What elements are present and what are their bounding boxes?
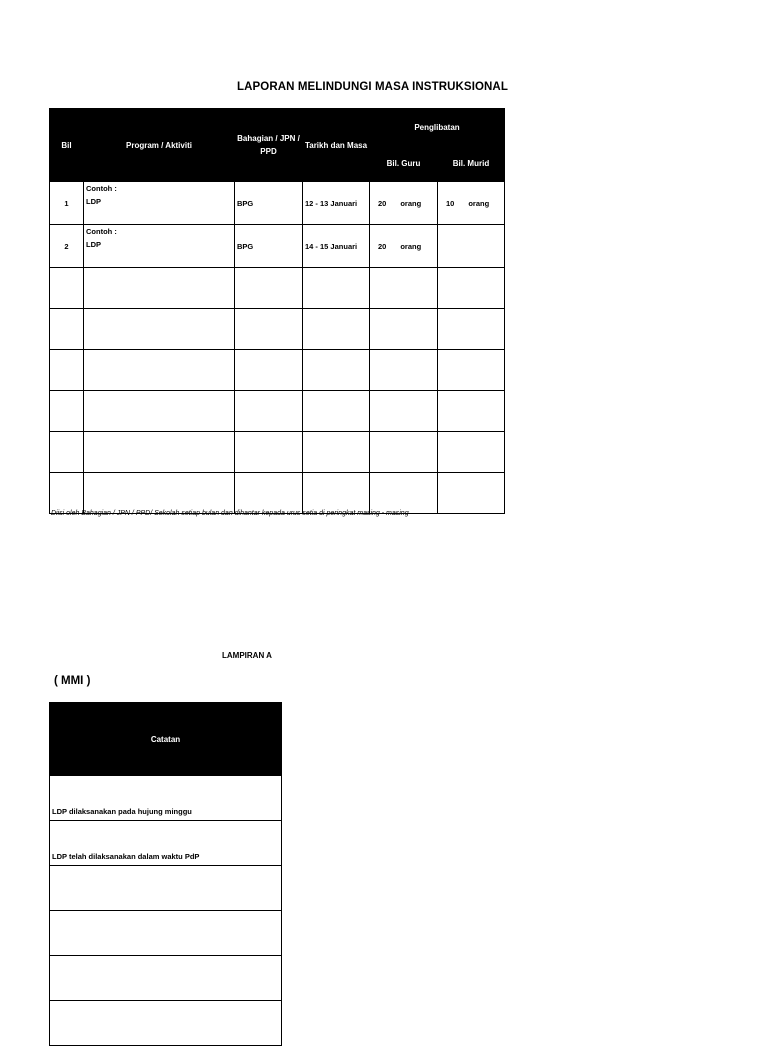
program-line: LDP	[86, 240, 101, 249]
row-guru	[370, 182, 438, 225]
guru-count: 20	[378, 241, 387, 251]
table-row	[50, 182, 505, 225]
header-program: Program / Aktiviti	[84, 109, 235, 182]
program-line: Contoh :	[86, 227, 117, 236]
row-bil: 1	[50, 182, 84, 225]
lampiran-label: LAMPIRAN A	[222, 651, 272, 660]
header-bil-murid: Bil. Murid	[438, 146, 505, 182]
header-penglibatan: Penglibatan	[370, 109, 505, 146]
table-row	[50, 268, 505, 309]
header-bil: Bil	[50, 109, 84, 182]
table-row	[50, 432, 505, 473]
header-bil-guru: Bil. Guru	[370, 146, 438, 182]
table-row	[50, 911, 282, 956]
program-line: Contoh :	[86, 184, 117, 193]
header-catatan: Catatan	[50, 703, 282, 776]
catatan-cell	[50, 866, 282, 911]
table-row	[50, 350, 505, 391]
report-title: LAPORAN MELINDUNGI MASA INSTRUKSIONAL	[237, 81, 508, 93]
table-row	[50, 866, 282, 911]
catatan-cell: LDP dilaksanakan pada hujung minggu	[50, 776, 282, 821]
header-bahagian: Bahagian / JPN / PPD	[235, 109, 303, 182]
mmi-label: ( MMI )	[54, 675, 91, 687]
guru-count: 20	[378, 198, 387, 208]
murid-count: 10	[446, 198, 455, 208]
row-bil: 2	[50, 225, 84, 268]
table-row	[50, 821, 282, 866]
program-line: LDP	[86, 197, 101, 206]
row-bahagian: BPG	[235, 182, 303, 225]
guru-unit: orang	[400, 241, 422, 251]
table-row	[50, 225, 505, 268]
report-table	[49, 108, 505, 514]
table-row	[50, 956, 282, 1001]
catatan-cell	[50, 956, 282, 1001]
catatan-cell	[50, 1001, 282, 1046]
footnote: Diisi oleh Bahagian / JPN / PPD/ Sekolah setiap bulan dan dihantar kepada urus setia di peringkat masing - masing	[51, 510, 409, 517]
row-program	[84, 182, 235, 225]
row-program	[84, 225, 235, 268]
guru-unit: orang	[400, 198, 422, 208]
table-row	[50, 391, 505, 432]
catatan-cell	[50, 911, 282, 956]
table-row	[50, 1001, 282, 1046]
row-murid	[438, 182, 505, 225]
header-tarikh: Tarikh dan Masa	[303, 109, 370, 182]
table-row	[50, 776, 282, 821]
row-murid	[438, 225, 505, 268]
murid-unit: orang	[468, 198, 490, 208]
row-guru	[370, 225, 438, 268]
row-bahagian: BPG	[235, 225, 303, 268]
table-row	[50, 309, 505, 350]
catatan-cell: LDP telah dilaksanakan dalam waktu PdP	[50, 821, 282, 866]
row-tarikh: 14 - 15 Januari	[303, 225, 370, 268]
catatan-table	[49, 702, 282, 1046]
table-row	[50, 473, 505, 514]
row-tarikh: 12 - 13 Januari	[303, 182, 370, 225]
